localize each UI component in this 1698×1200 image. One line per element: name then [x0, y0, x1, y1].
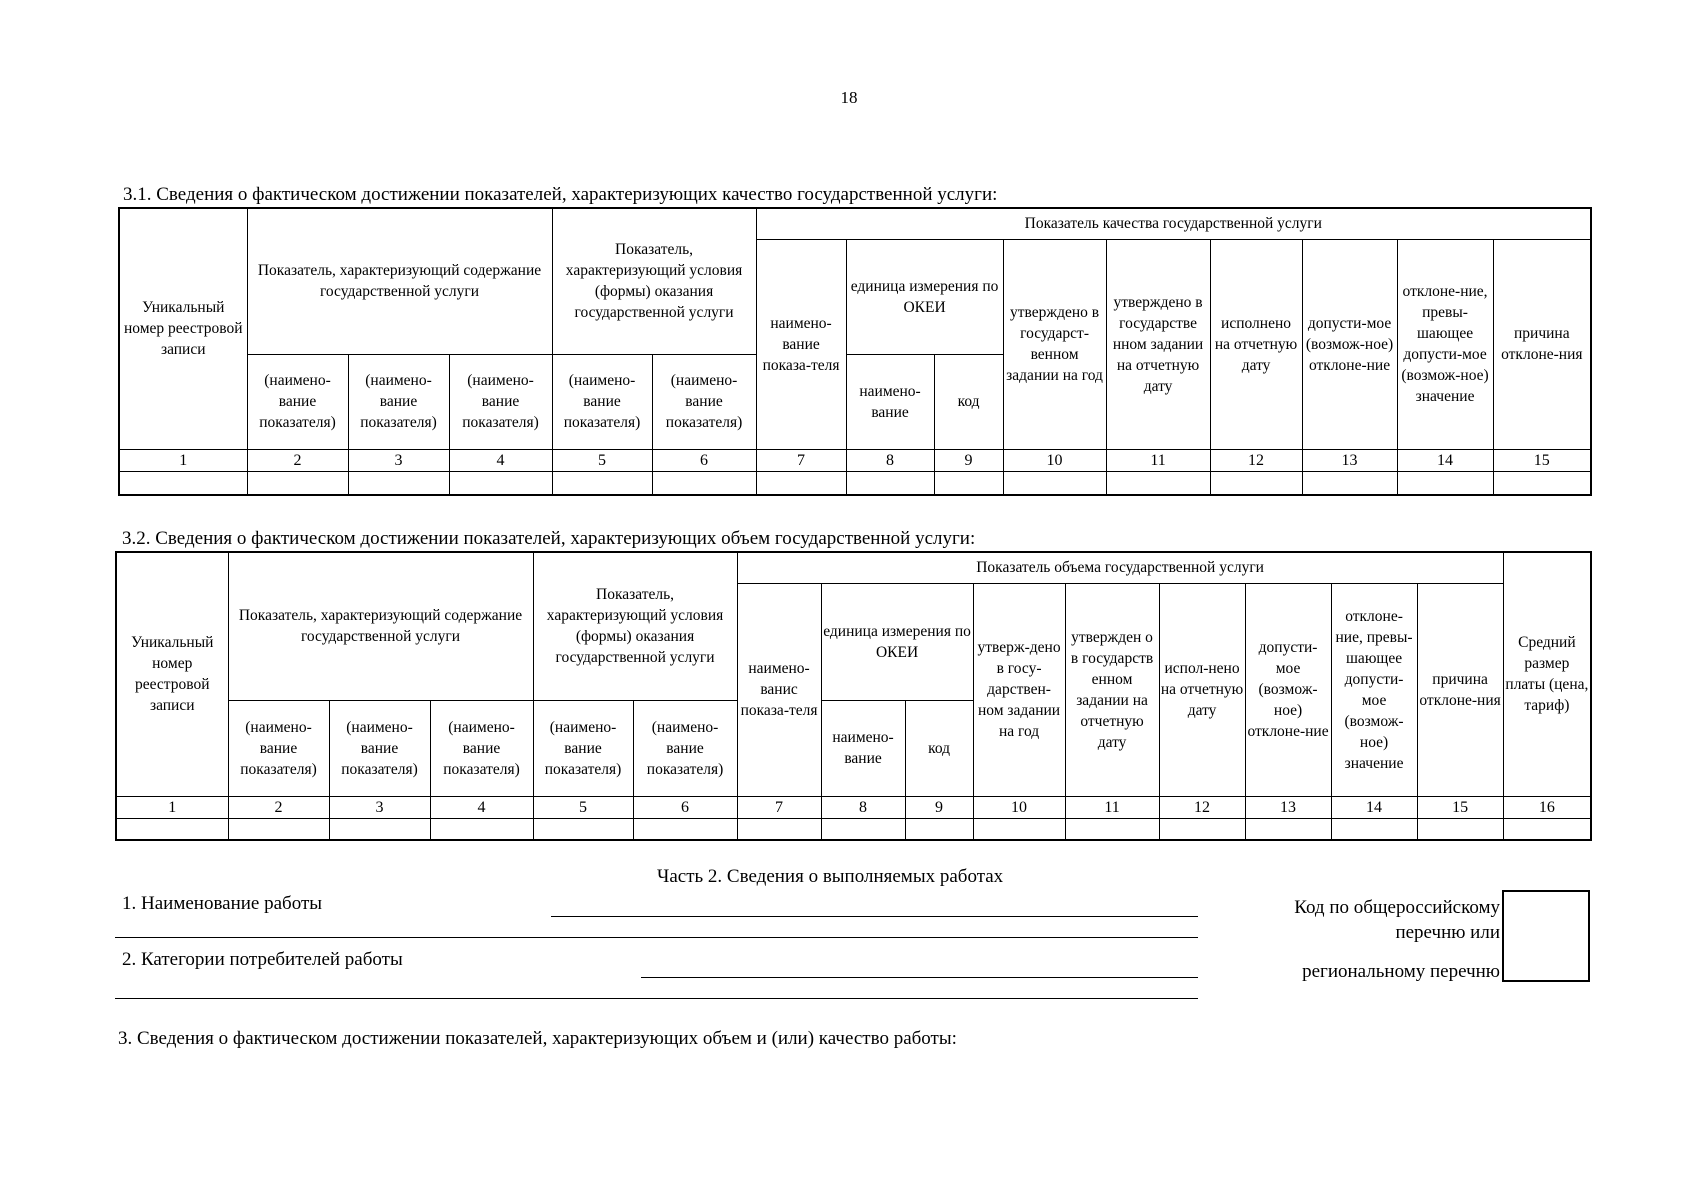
column-number: 14: [1397, 449, 1493, 471]
code-box[interactable]: [1502, 890, 1590, 982]
empty-cell[interactable]: [756, 471, 846, 495]
header-indicator-name: наимено-ванис показа-теля: [737, 583, 821, 796]
header-content-indicator: Показатель, характеризующий содержание государственной услуги: [247, 208, 552, 354]
section-3-title: 3. Сведения о фактическом достижении показателей, характеризующих объем и (или) качество работы:: [118, 1028, 957, 1049]
column-number: 2: [228, 796, 329, 818]
column-number: 7: [737, 796, 821, 818]
header-sub-indicator: (наимено-вание показателя): [633, 700, 737, 796]
empty-cell[interactable]: [737, 818, 821, 840]
header-allowed-deviation: допусти-мое (возмож-ное) отклоне-ние: [1245, 583, 1331, 796]
part2-title: Часть 2. Сведения о выполняемых работах: [657, 866, 1004, 887]
column-number: 16: [1503, 796, 1591, 818]
section-31-title: 3.1. Сведения о фактическом достижении показателей, характеризующих качество государственной услуги:: [123, 184, 998, 205]
quality-table: [118, 207, 1592, 496]
empty-cell[interactable]: [552, 471, 652, 495]
column-number: 1: [119, 449, 247, 471]
section-32-title: 3.2. Сведения о фактическом достижении показателей, характеризующих объем государственной услуги:: [122, 528, 976, 549]
column-number: 8: [821, 796, 905, 818]
column-number: 10: [1003, 449, 1106, 471]
empty-cell[interactable]: [116, 818, 228, 840]
column-number: 9: [934, 449, 1003, 471]
header-sub-indicator: (наимено-вание показателя): [652, 354, 756, 449]
header-sub-indicator: (наимено-вание показателя): [329, 700, 430, 796]
column-number: 14: [1331, 796, 1417, 818]
header-approved-year: утверждено в государст-венном задании на год: [1003, 239, 1106, 449]
empty-cell[interactable]: [348, 471, 449, 495]
header-sub-indicator: (наимено-вание показателя): [533, 700, 633, 796]
header-approved-year: утверж-дено в госу-дарствен-ном задании на год: [973, 583, 1065, 796]
column-number: 15: [1493, 449, 1591, 471]
code-label-line-2: перечню или: [1395, 922, 1500, 943]
column-number: 12: [1210, 449, 1302, 471]
column-number: 5: [533, 796, 633, 818]
header-content-indicator: Показатель, характеризующий содержание государственной услуги: [228, 552, 533, 700]
header-sub-indicator: (наимено-вание показателя): [228, 700, 329, 796]
header-executed: исполнено на отчетную дату: [1210, 239, 1302, 449]
header-conditions-indicator: Показатель, характеризующий условия (формы) оказания государственной услуги: [552, 208, 756, 354]
empty-cell[interactable]: [1493, 471, 1591, 495]
header-sub-indicator: (наимено-вание показателя): [449, 354, 552, 449]
empty-cell[interactable]: [1159, 818, 1245, 840]
column-number: 12: [1159, 796, 1245, 818]
empty-cell[interactable]: [1106, 471, 1210, 495]
empty-cell[interactable]: [1003, 471, 1106, 495]
header-unit-okei: единица измерения по ОКЕИ: [846, 239, 1003, 354]
empty-cell[interactable]: [1065, 818, 1159, 840]
column-number: 3: [348, 449, 449, 471]
header-exceeding-deviation: отклоне-ние, превы-шающее допусти-мое (возмож-ное) значение: [1397, 239, 1493, 449]
empty-cell[interactable]: [449, 471, 552, 495]
column-number: 11: [1106, 449, 1210, 471]
header-conditions-indicator: Показатель, характеризующий условия (формы) оказания государственной услуги: [533, 552, 737, 700]
header-approved-date: утверждено в государстве нном задании на отчетную дату: [1106, 239, 1210, 449]
column-number: 10: [973, 796, 1065, 818]
empty-cell[interactable]: [1397, 471, 1493, 495]
header-quality-indicator: Показатель качества государственной услуги: [756, 208, 1591, 239]
header-indicator-name: наимено-вание показа-теля: [756, 239, 846, 449]
code-label-line-3: региональному перечню: [1302, 961, 1500, 982]
column-number: 13: [1245, 796, 1331, 818]
volume-table: [115, 551, 1592, 841]
header-sub-indicator: (наимено-вание показателя): [430, 700, 533, 796]
column-number: 8: [846, 449, 934, 471]
header-unit-code: код: [934, 354, 1003, 449]
empty-cell[interactable]: [821, 818, 905, 840]
empty-cell[interactable]: [533, 818, 633, 840]
code-label-line-1: Код по общероссийскому: [1294, 897, 1500, 918]
empty-cell[interactable]: [247, 471, 348, 495]
empty-cell[interactable]: [633, 818, 737, 840]
empty-cell[interactable]: [430, 818, 533, 840]
column-number: 4: [449, 449, 552, 471]
header-unit-name: наимено-вание: [821, 700, 905, 796]
empty-cell[interactable]: [846, 471, 934, 495]
column-number: 11: [1065, 796, 1159, 818]
table-row: [116, 818, 1591, 840]
work-name-field-line-2[interactable]: [115, 937, 1198, 938]
column-number: 15: [1417, 796, 1503, 818]
empty-cell[interactable]: [1302, 471, 1397, 495]
table-row: [119, 471, 1591, 495]
header-unique-number: Уникальный номер реестровой записи: [116, 552, 228, 796]
header-unit-okei: единица измерения по ОКЕИ: [821, 583, 973, 700]
page-number: 18: [840, 88, 858, 107]
empty-cell[interactable]: [119, 471, 247, 495]
work-name-label: 1. Наименование работы: [122, 893, 323, 914]
empty-cell[interactable]: [1331, 818, 1417, 840]
column-number: 1: [116, 796, 228, 818]
header-unit-code: код: [905, 700, 973, 796]
column-number: 7: [756, 449, 846, 471]
consumers-label: 2. Категории потребителей работы: [122, 949, 403, 970]
consumers-field-line-2[interactable]: [115, 998, 1198, 999]
empty-cell[interactable]: [934, 471, 1003, 495]
empty-cell[interactable]: [1417, 818, 1503, 840]
empty-cell[interactable]: [1210, 471, 1302, 495]
header-unique-number: Уникальный номер реестровой записи: [119, 208, 247, 449]
header-approved-date: утвержден о в государств енном задании на отчетную дату: [1065, 583, 1159, 796]
empty-cell[interactable]: [1503, 818, 1591, 840]
header-volume-indicator: Показатель объема государственной услуги: [737, 552, 1503, 583]
column-number: 2: [247, 449, 348, 471]
column-number: 6: [633, 796, 737, 818]
empty-cell[interactable]: [228, 818, 329, 840]
code-label: [1200, 895, 1500, 984]
column-number: 4: [430, 796, 533, 818]
header-sub-indicator: (наимено-вание показателя): [247, 354, 348, 449]
column-number: 6: [652, 449, 756, 471]
column-number: 3: [329, 796, 430, 818]
empty-cell[interactable]: [1245, 818, 1331, 840]
header-deviation-reason: причина отклоне-ния: [1493, 239, 1591, 449]
consumers-field[interactable]: [641, 977, 1198, 978]
empty-cell[interactable]: [973, 818, 1065, 840]
column-number: 13: [1302, 449, 1397, 471]
header-average-price: Средний размер платы (цена, тариф): [1503, 552, 1591, 796]
column-number: 9: [905, 796, 973, 818]
column-number: 5: [552, 449, 652, 471]
header-sub-indicator: (наимено-вание показателя): [348, 354, 449, 449]
header-exceeding-deviation: отклоне-ние, превы-шающее допусти-мое (возмож-ное) значение: [1331, 583, 1417, 796]
work-name-field[interactable]: [551, 916, 1198, 917]
empty-cell[interactable]: [329, 818, 430, 840]
header-executed: испол-нено на отчетную дату: [1159, 583, 1245, 796]
header-deviation-reason: причина отклоне-ния: [1417, 583, 1503, 796]
empty-cell[interactable]: [652, 471, 756, 495]
header-unit-name: наимено-вание: [846, 354, 934, 449]
header-allowed-deviation: допусти-мое (возмож-ное) отклоне-ние: [1302, 239, 1397, 449]
empty-cell[interactable]: [905, 818, 973, 840]
header-sub-indicator: (наимено-вание показателя): [552, 354, 652, 449]
